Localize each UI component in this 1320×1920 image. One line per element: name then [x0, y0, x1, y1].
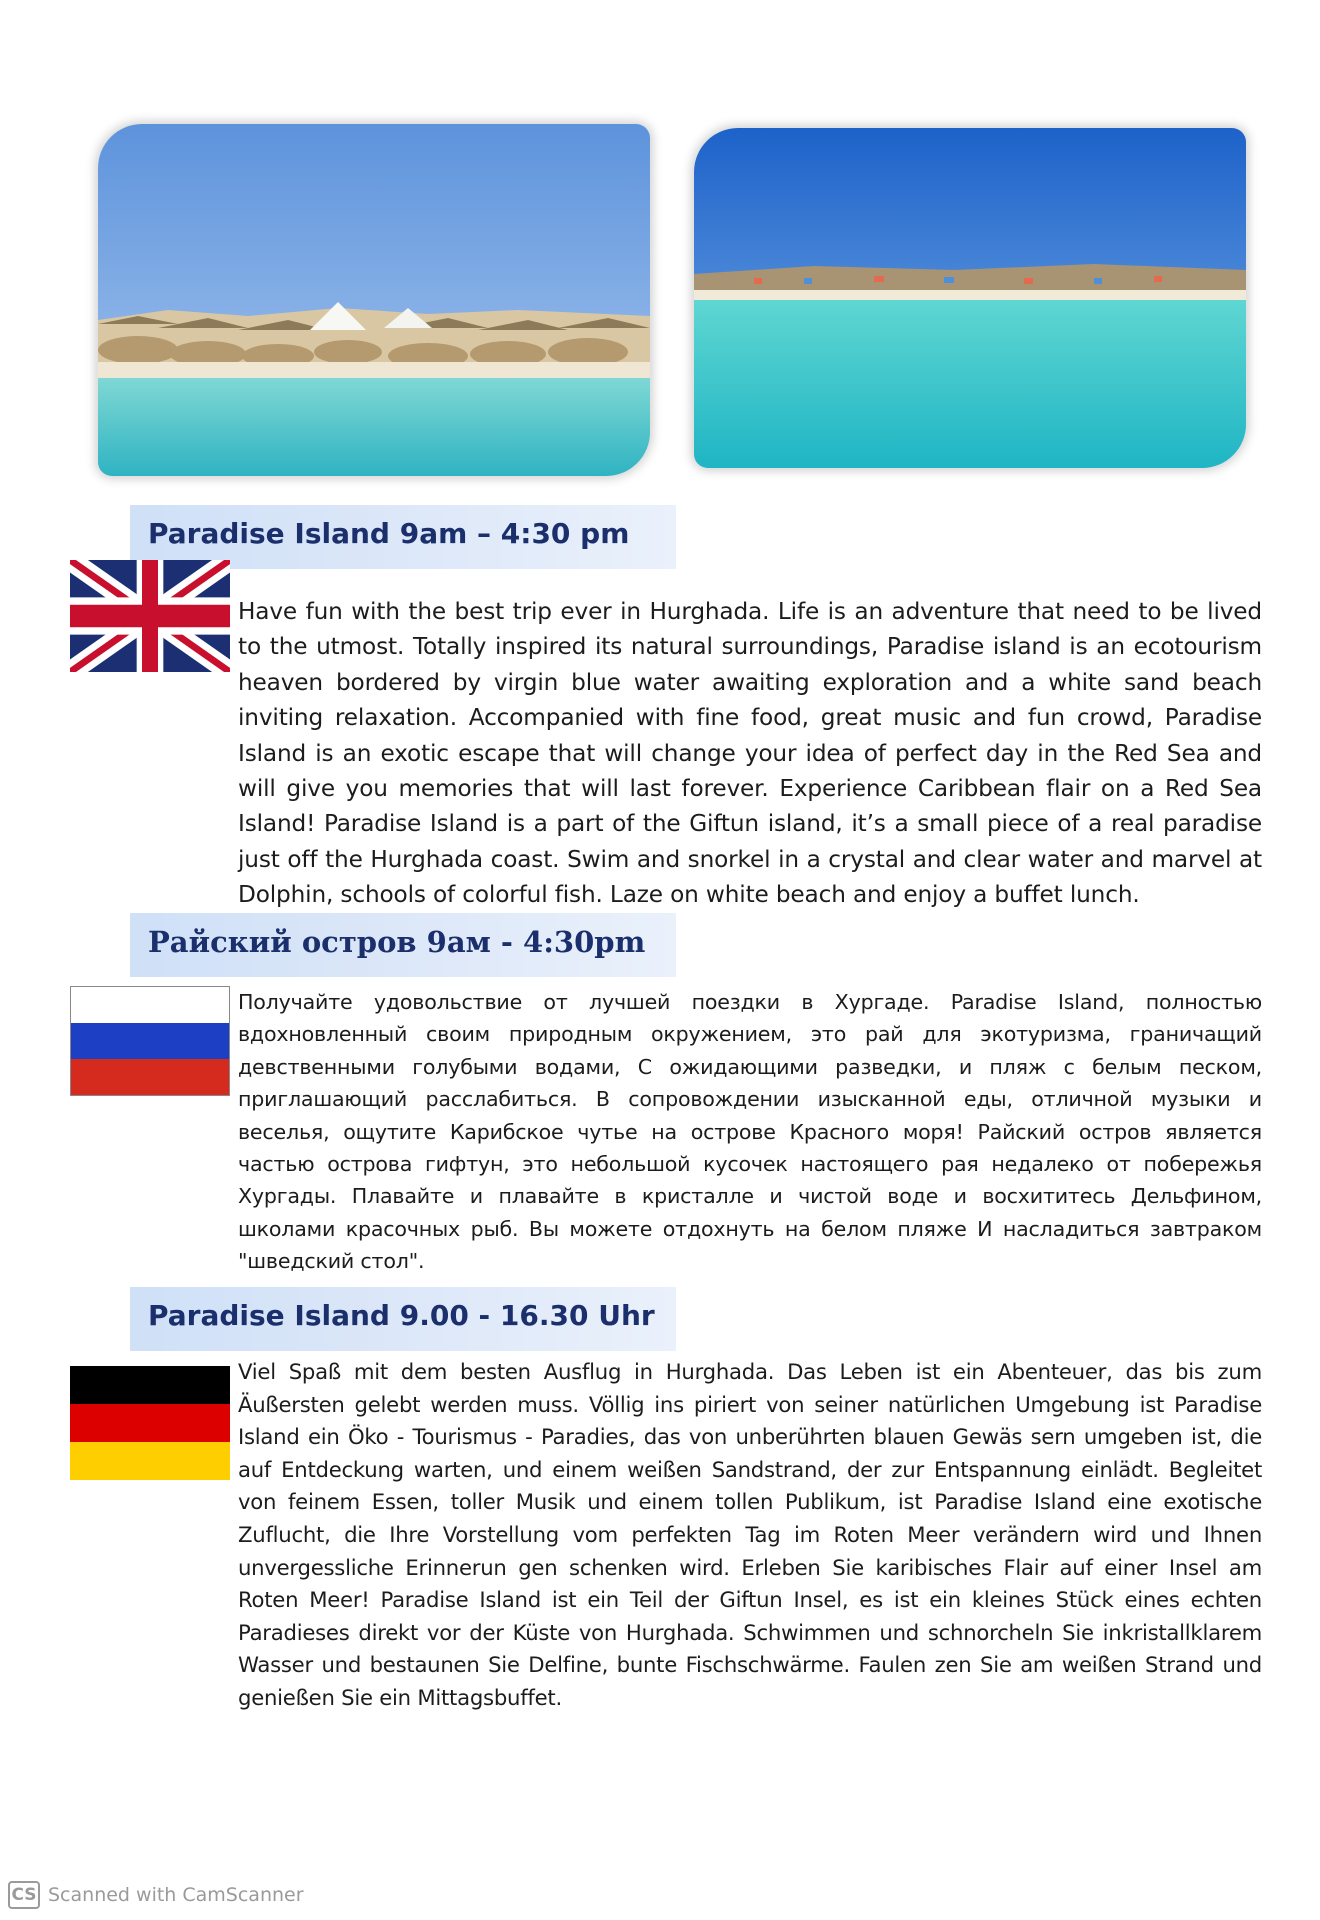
section-body-german: Viel Spaß mit dem besten Ausflug in Hurghada. Das Leben ist ein Abenteuer, das bis zum Äußersten gelebt werden muss. Völlig ins piriert von seiner natürlichen Umgebung ist Paradise Island ein Öko - Tourismus - Paradies, das von unberührten blauen Gewäs sern umgeben ist, die auf Entdeckung warten, und einem weißen Sandstrand, der zur Entspannung einlädt. Begleitet von feinem Essen, toller Musik und einem tollen Publikum, ist Paradise Island eine exotische Zuflucht, die Ihre Vorstellung vom perfekten Tag im Roten Meer verändern wird und Ihnen unvergessliche Erinnerun gen schenken wird. Erleben Sie karibisches Flair auf einer Insel am Roten Meer! Paradise Island ist ein Teil der Giftun Insel, es ist ein kleines Stück eines echten Paradieses direkt vor der Küste von Hurghada. Schwimmen und schnorcheln Sie inkristallklarem Wasser und bestaunen Sie Delfine, bunte Fischschwärme. Faulen zen Sie am weißen Strand und genießen Sie ein Mittagsbuffet. [238, 1359, 1262, 1710]
camscanner-watermark [8, 1880, 304, 1910]
section-body-russian: Получайте удовольствие от лучшей поездки в Хургаде. Paradise Island, полностью вдохновленный своим природным окружением, это рай для экотуризма, граничащий девственными голубыми водами, С ожидающими разведки, и пляж с белым песком, приглашающий расслабиться. В сопровождении изысканной еды, отличной музыки и веселья, ощутите Карибское чутье на острове Красного моря! Райский остров является частью острова гифтун, это небольшой кусочек настоящего рая недалеко от побережья Хургады. Плавайте и плавайте в кристалле и чистой воде и восхититесь Дельфином, школами красочных рыб. Вы можете отдохнуть на белом пляже И насладиться завтраком "шведский стол". [238, 990, 1262, 1274]
section-heading-english: Paradise Island 9am – 4:30 pm [148, 517, 630, 550]
heading-band-german [130, 1287, 676, 1351]
section-heading-german: Paradise Island 9.00 - 16.30 Uhr [148, 1299, 655, 1332]
lagoon-photo [694, 128, 1246, 468]
heading-band-russian [130, 913, 676, 977]
section-heading-russian: Райский остров 9ам - 4:30pm [148, 925, 646, 959]
germany-flag-icon [70, 1366, 230, 1480]
watermark-text: Scanned with CamScanner [48, 1884, 304, 1906]
section-body-english: Have fun with the best trip ever in Hurghada. Life is an adventure that need to be lived to the utmost. Totally inspired its natural surroundings, Paradise island is an ecotourism heaven bordered by virgin blue water awaiting exploration and a white sand beach inviting relaxation. Accompanied with fine food, great music and fun crowd, Paradise Island is an exotic escape that will change your idea of perfect day in the Red Sea and will give you memories that will last forever. Experience Caribbean flair on a Red Sea Island! Paradise Island is a part of the Giftun island, it’s a small piece of a real paradise just off the Hurghada coast. Swim and snorkel in a crystal and clear water and marvel at Dolphin, schools of colorful fish. Laze on white beach and enjoy a buffet lunch. [238, 598, 1262, 909]
uk-flag-icon [70, 560, 230, 672]
beach-huts-photo [98, 124, 650, 476]
camscanner-logo-icon: CS [8, 1881, 40, 1909]
russia-flag-icon [70, 986, 230, 1096]
